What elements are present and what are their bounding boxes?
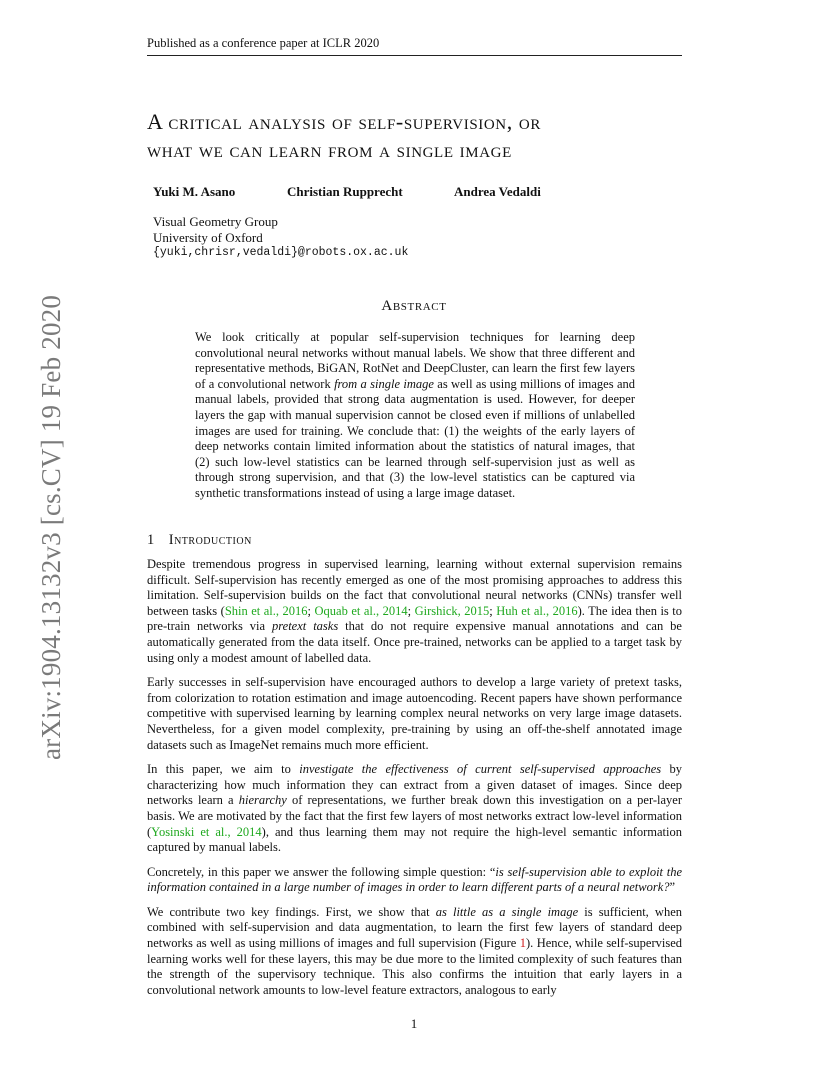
section-title: Introduction	[168, 532, 252, 548]
title-line-1: A critical analysis of self-supervision, or	[147, 109, 541, 134]
p3-emphasis-2: hierarchy	[238, 793, 287, 808]
author-3: Andrea Vedaldi	[454, 184, 541, 199]
p1-text-c: that do not require expensive manual annotations and can be automatically generated from the data itself. Once pre-trained, networks can be applied to a target task by using only a modest amount of labelled data.	[147, 619, 682, 665]
p5-text-c: ). Hence, while self-supervised learning works well for these layers, this may be due more to the limited complexity of such features than the strength of the supervisory technique. This also confirms the intuition that early layers in a convolutional network amounts to low-level feature extractors, analogous to early	[147, 936, 682, 997]
title-line-2: what we can learn from a single image	[147, 137, 512, 162]
paragraph-4	[147, 865, 682, 896]
paragraph-5	[147, 905, 682, 999]
p5-emphasis: as little as a single image	[435, 904, 579, 919]
intro-body	[147, 557, 682, 1007]
abstract-emphasis: from a single image	[334, 376, 434, 391]
p3-text-d: ), and thus learning them may not require the high-level semantic information captured by manual labels.	[147, 824, 682, 855]
abstract-text-2: as well as using millions of images and manual labels, provided that strong data augmentation is used. However, for deeper layers the gap with manual supervision cannot be closed even if millions of unlabelled images are used for training. We conclude that: (1) the weights of the early layers of deep networks contain limited information about the statistics of natural images, that (2) such low-level statistics can be learned through self-supervision just as well as through strong supervision, and that (3) the low-level statistics can be captured via synthetic transformations instead of using a large image dataset.	[195, 376, 635, 500]
p1-text-a: Despite tremendous progress in supervised learning, learning without external supervision remains difficult. Self-supervision has recently emerged as one of the most promising approaches to address this limitation. Self-supervision builds on the fact that convolutional neural networks (CNNs) transfer well between tasks (	[147, 557, 682, 618]
p1-emphasis: pretext tasks	[272, 619, 339, 634]
p1-sep-1: ;	[307, 603, 315, 618]
citation-shin[interactable]: Shin et al., 2016	[224, 603, 308, 618]
arxiv-identifier: arXiv:1904.13132v3 [cs.CV] 19 Feb 2020	[36, 294, 66, 760]
author-1: Yuki M. Asano	[153, 184, 236, 199]
p1-sep-3: ;	[489, 603, 497, 618]
author-2: Christian Rupprecht	[287, 184, 403, 199]
section-number: 1	[147, 532, 155, 548]
affiliation	[153, 214, 408, 261]
paragraph-3	[147, 762, 682, 856]
abstract-heading: Abstract	[381, 298, 447, 314]
p4-text-b: ”	[669, 880, 676, 895]
p3-text-c: of representations, we further break down this investigation on a per-layer basis. We are motivated by the fact that the first few layers of most networks extract low-level information (	[147, 793, 682, 839]
author-emails: {yuki,chrisr,vedaldi}@robots.ox.ac.uk	[153, 246, 409, 259]
p5-text-a: We contribute two key findings. First, we show that	[147, 904, 436, 919]
citation-oquab[interactable]: Oquab et al., 2014	[314, 603, 408, 618]
p4-text-a: Concretely, in this paper we answer the following simple question: “	[147, 864, 496, 879]
figure-reference-link[interactable]: 1	[519, 936, 526, 951]
citation-huh[interactable]: Huh et al., 2016	[496, 603, 578, 618]
p3-emphasis-1: investigate the effectiveness of current self-supervised approaches	[299, 762, 662, 777]
abstract-text-1: We look critically at popular self-supervision techniques for learning deep convolutional neural networks without manual labels. We show that three different and representative methods, BiGAN, RotNet and DeepCluster, can learn the first few layers of a convolutional network	[195, 330, 635, 391]
page-number: 1	[410, 1016, 418, 1031]
section-heading	[147, 532, 252, 549]
paragraph-2: Early successes in self-supervision have encouraged authors to develop a large variety of pretext tasks, from colorization to rotation estimation and image autoencoding. Recent papers have shown performance competitive with supervised learning by learning complex neural networks on very large image datasets. Nevertheless, for a given model complexity, pre-training by using an off-the-shelf annotated image datasets such as ImageNet remains much more efficient.	[147, 675, 682, 752]
running-header: Published as a conference paper at ICLR 2020	[147, 36, 682, 56]
p4-emphasis: is self-supervision able to exploit the information contained in a large number of images in order to learn different parts of a neural network?	[147, 864, 682, 895]
citation-girshick[interactable]: Girshick, 2015	[414, 603, 490, 618]
p3-text-a: In this paper, we aim to	[147, 762, 300, 777]
p5-text-b: is sufficient, when combined with self-supervision and data augmentation, to learn the first few layers of standard deep networks as well as using millions of images and full supervision (Figure	[147, 904, 682, 951]
affiliation-university: University of Oxford	[153, 229, 263, 245]
citation-yosinski[interactable]: Yosinski et al., 2014	[151, 824, 262, 839]
p1-sep-2: ;	[407, 603, 415, 618]
p3-text-b: by characterizing how much information they can extract from a given dataset of images. Since deep networks learn a	[147, 762, 683, 808]
paragraph-1	[147, 557, 682, 666]
paper-title	[147, 108, 687, 164]
abstract-body	[195, 330, 635, 502]
p1-text-b: ). The idea then is to pre-train networks via	[147, 603, 682, 634]
affiliation-group: Visual Geometry Group	[153, 214, 278, 229]
